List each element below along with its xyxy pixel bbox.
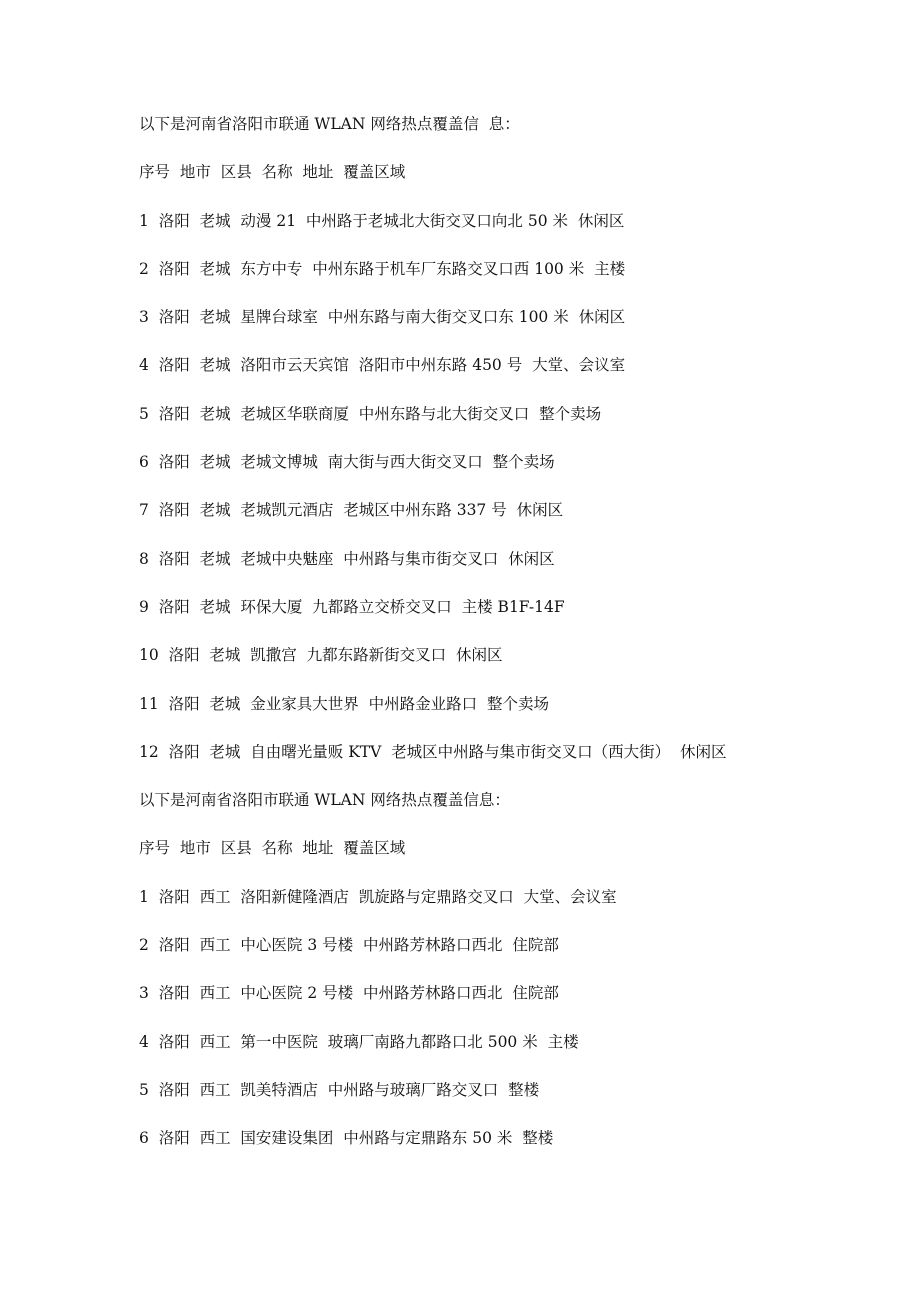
table-header-line: 序号 地市 区县 名称 地址 覆盖区域	[139, 163, 406, 182]
hotspot-row: 2 洛阳 老城 东方中专 中州东路于机车厂东路交叉口西 100 米 主楼	[139, 259, 626, 278]
hotspot-row: 6 洛阳 西工 国安建设集团 中州路与定鼎路东 50 米 整楼	[139, 1129, 554, 1148]
hotspot-row: 8 洛阳 老城 老城中央魅座 中州路与集市街交叉口 休闲区	[139, 549, 555, 568]
hotspot-row: 9 洛阳 老城 环保大厦 九都路立交桥交叉口 主楼 B1F-14F	[139, 597, 565, 616]
intro-line: 以下是河南省洛阳市联通 WLAN 网络热点覆盖信 息：	[139, 115, 520, 133]
hotspot-row: 2 洛阳 西工 中心医院 3 号楼 中州路芳林路口西北 住院部	[139, 936, 559, 955]
hotspot-row: 5 洛阳 西工 凯美特酒店 中州路与玻璃厂路交叉口 整楼	[139, 1080, 540, 1099]
hotspot-row: 5 洛阳 老城 老城区华联商厦 中州东路与北大街交叉口 整个卖场	[139, 404, 602, 423]
hotspot-row: 3 洛阳 西工 中心医院 2 号楼 中州路芳林路口西北 住院部	[139, 984, 559, 1003]
hotspot-row: 1 洛阳 老城 动漫 21 中州路于老城北大街交叉口向北 50 米 休闲区	[139, 211, 625, 230]
hotspot-row: 12 洛阳 老城 自由曙光量贩 KTV 老城区中州路与集市街交叉口（西大街） 休闲区	[139, 742, 727, 761]
hotspot-row: 6 洛阳 老城 老城文博城 南大街与西大街交叉口 整个卖场	[139, 453, 555, 472]
document-body	[139, 112, 899, 1175]
hotspot-row: 10 洛阳 老城 凯撒宫 九都东路新街交叉口 休闲区	[139, 646, 503, 665]
hotspot-row: 1 洛阳 西工 洛阳新健隆酒店 凯旋路与定鼎路交叉口 大堂、会议室	[139, 887, 617, 906]
intro-line: 以下是河南省洛阳市联通 WLAN 网络热点覆盖信息：	[139, 791, 510, 810]
hotspot-row: 7 洛阳 老城 老城凯元酒店 老城区中州东路 337 号 休闲区	[139, 501, 564, 520]
table-header-line: 序号 地市 区县 名称 地址 覆盖区域	[139, 839, 406, 858]
hotspot-row: 4 洛阳 老城 洛阳市云天宾馆 洛阳市中州东路 450 号 大堂、会议室	[139, 356, 626, 375]
hotspot-row: 4 洛阳 西工 第一中医院 玻璃厂南路九都路口北 500 米 主楼	[139, 1032, 579, 1051]
hotspot-row: 11 洛阳 老城 金业家具大世界 中州路金业路口 整个卖场	[139, 694, 549, 713]
hotspot-row: 3 洛阳 老城 星牌台球室 中州东路与南大街交叉口东 100 米 休闲区	[139, 308, 626, 327]
